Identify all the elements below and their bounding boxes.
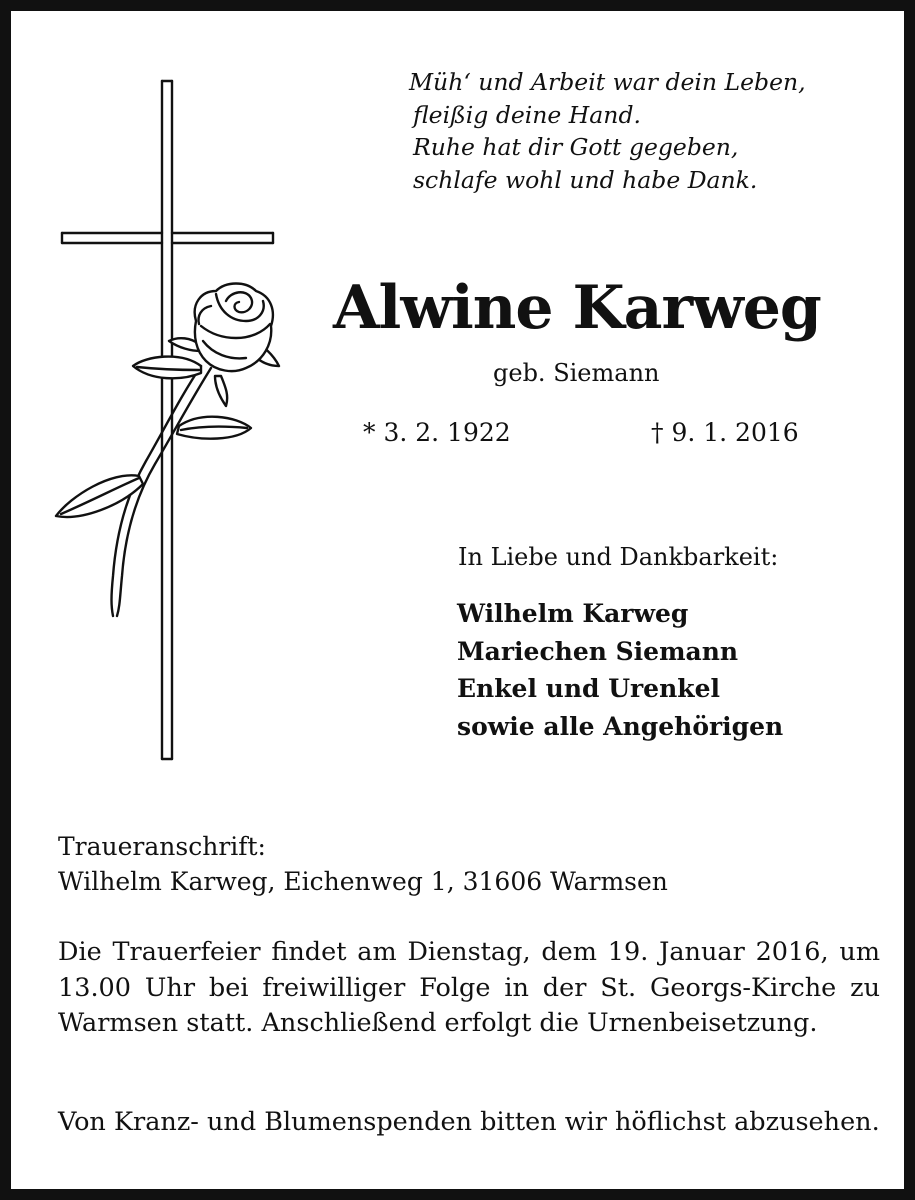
deceased-name: Alwine Karweg [333, 273, 821, 343]
poem-line: Ruhe hat dir Gott gegeben, [413, 133, 739, 161]
mourning-address [58, 829, 668, 899]
poem-line: fleißig deine Hand. [413, 100, 641, 129]
mourner-name: Enkel und Urenkel [457, 674, 720, 703]
flowers-request: Von Kranz- und Blumenspenden bitten wir höflichst abzusehen. [58, 1107, 880, 1137]
rose-icon [56, 284, 279, 617]
mourner-name: Wilhelm Karweg [457, 599, 689, 628]
birth-date: * 3. 2. 1922 [363, 418, 511, 447]
cross-icon [51, 76, 291, 776]
address-label: Traueranschrift: [58, 832, 266, 861]
poem-line: schlafe wohl und habe Dank. [413, 165, 758, 194]
address-line: Wilhelm Karweg, Eichenweg 1, 31606 Warmsen [58, 867, 668, 896]
funeral-info: Die Trauerfeier findet am Dienstag, dem 19. Januar 2016, um 13.00 Uhr bei freiwilliger Folge in der St. Georgs-Kirche zu Warmsen statt. Anschließend erfolgt die Urnenbeisetzung. [58, 937, 880, 1038]
maiden-name: geb. Siemann [493, 359, 660, 387]
poem-line: Müh‘ und Arbeit war dein Leben, [409, 68, 806, 96]
death-date: † 9. 1. 2016 [651, 418, 799, 447]
mourners-list [457, 595, 783, 745]
poem [409, 66, 806, 196]
dedication: In Liebe und Dankbarkeit: [458, 543, 779, 571]
mourner-name: Mariechen Siemann [457, 636, 739, 666]
mourner-name: sowie alle Angehörigen [457, 711, 784, 741]
